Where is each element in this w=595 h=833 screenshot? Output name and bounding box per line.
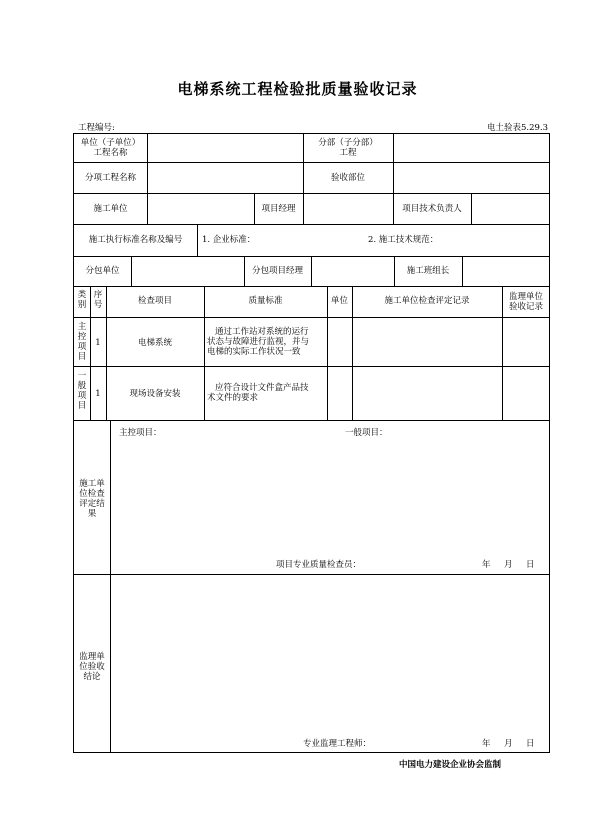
construction-unit-label: 施工单位 [93, 204, 128, 214]
subitem-project-label: 分项工程名称 [84, 173, 136, 183]
supervision-conclusion-label: 监理单位验收结论 [79, 652, 105, 682]
tech-leader-label: 项目技术负责人 [402, 204, 462, 214]
unit-project-label: 单位（子单位） 工程名称 [80, 138, 141, 158]
item-category: 主控项目 [77, 322, 87, 362]
project-manager-label: 项目经理 [261, 204, 296, 214]
page-title: 电梯系统工程检验批质量验收记录 [177, 80, 418, 98]
team-leader-label: 施工班组长 [406, 266, 450, 276]
date-day: 日 [526, 739, 535, 749]
general-items-label: 一般项目： [345, 428, 388, 438]
header-supervision: 监理单位 验收记录 [508, 292, 543, 312]
project-no-label: 工程编号: [78, 123, 115, 133]
form-code: 电土验表5.29.3 [486, 123, 548, 133]
division-label: 分部（子分部） 工程 [318, 138, 378, 158]
acceptance-part-label: 验收部位 [330, 173, 365, 183]
item-quality-standard: 应符合设计文件盒产品技 术文件的要求 [207, 383, 309, 403]
header-seq: 序号 [93, 290, 103, 310]
tech-spec: 2. 施工技术规范： [368, 235, 439, 245]
item-seq: 1 [95, 338, 101, 348]
date-day: 日 [526, 560, 535, 570]
quality-inspector-label: 项目专业质量检查员： [276, 560, 362, 570]
header-unit: 单位 [330, 296, 348, 306]
date-year: 年 [482, 739, 491, 749]
header-inspection-record: 施工单位检查评定记录 [384, 296, 470, 306]
supervision-engineer-label: 专业监理工程师： [303, 739, 372, 749]
item-check-item: 电梯系统 [137, 338, 172, 348]
enterprise-standard: 1. 企业标准： [202, 235, 256, 245]
main-items-label: 主控项目： [119, 428, 162, 438]
header-category: 类别 [77, 290, 87, 310]
item-seq: 1 [95, 389, 101, 399]
item-quality-standard: 通过工作站对系统的运行 状态与故障进行监视，并与 电梯的实际工作状况一致 [207, 327, 310, 357]
date-month: 月 [504, 739, 513, 749]
construction-result-label: 施工单位检查评定结果 [79, 479, 105, 519]
acceptance-form [73, 133, 550, 753]
subcontractor-label: 分包单位 [85, 266, 120, 276]
date-year: 年 [482, 560, 491, 570]
standard-label: 施工执行标准名称及编号 [88, 235, 183, 245]
sub-manager-label: 分包项目经理 [251, 266, 303, 276]
header-check-item: 检查项目 [137, 296, 172, 306]
footer-issuer: 中国电力建设企业协会监制 [399, 760, 502, 770]
date-month: 月 [504, 560, 513, 570]
item-check-item: 现场设备安装 [129, 389, 181, 399]
header-quality-standard: 质量标准 [248, 296, 283, 306]
item-category: 一般项目 [77, 371, 87, 411]
